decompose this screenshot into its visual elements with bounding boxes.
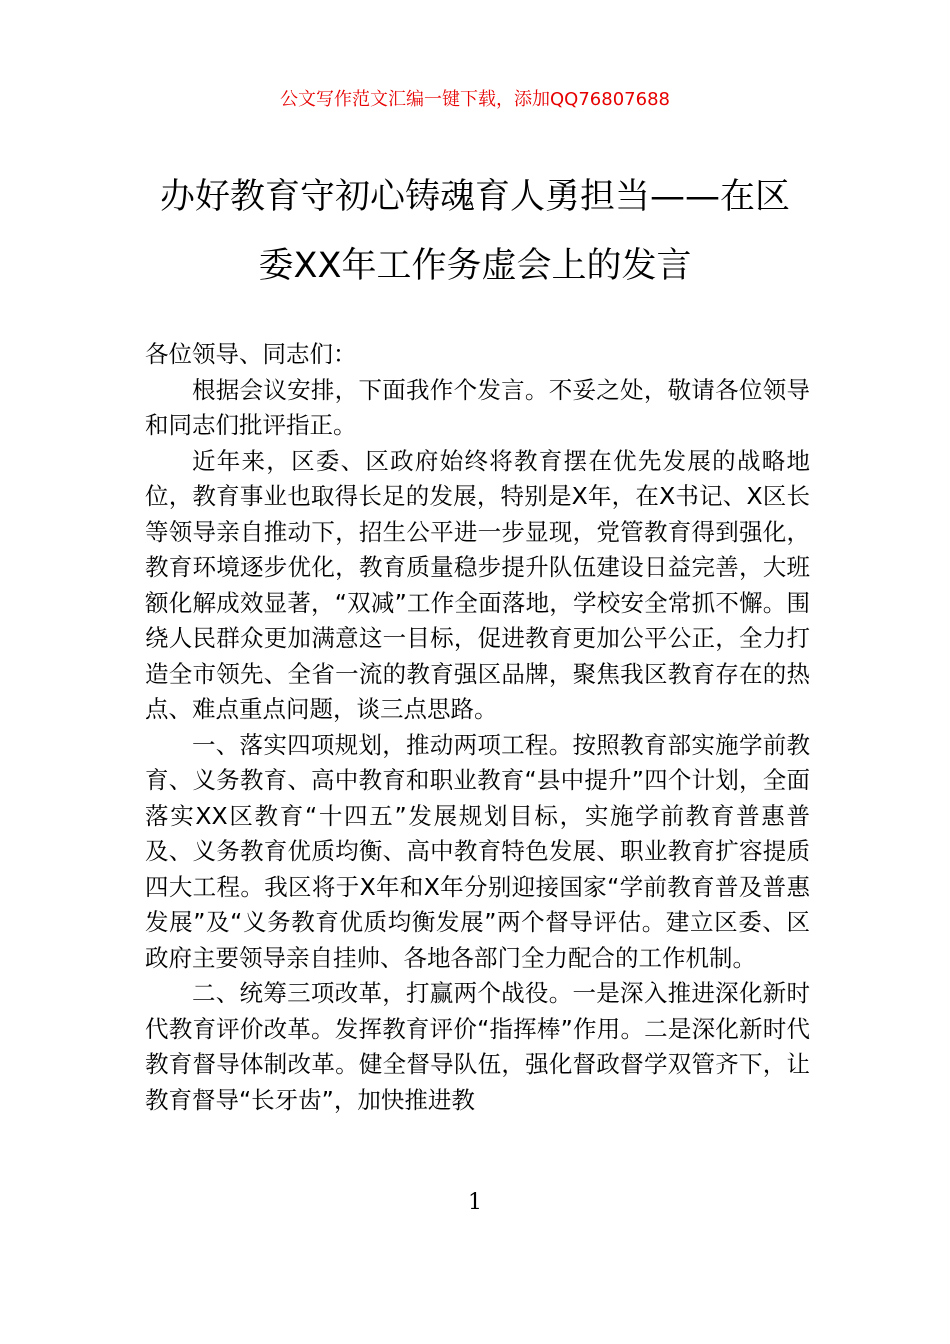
page-number: 1: [468, 1190, 482, 1215]
salutation: 各位领导、同志们：: [145, 340, 357, 368]
title-line-2: 委XX年工作务虚会上的发言: [258, 246, 692, 286]
paragraph-background: 近年来，区委、区政府始终将教育摆在优先发展的战略地位，教育事业也取得长足的发展，特别是X年，在X书记、X区长等领导亲自推动下，招生公平进一步显现，党管教育得到强化，教育环境逐步优化，教育质量稳步提升队伍建设日益完善，大班额化解成效显著，“双减”工作全面落地，学校安全常抓不懈。围绕人民群众更加满意这一目标，促进教育更加公平公正，全力打造全市领先、全省一流的教育强区品牌，聚焦我区教育存在的热点、难点重点问题，谈三点思路。: [145, 446, 810, 723]
paragraph-point-two: 二、统筹三项改革，打赢两个战役。一是深入推进深化新时代教育评价改革。发挥教育评价“指挥棒”作用。二是深化新时代教育督导体制改革。健全督导队伍，强化督政督学双管齐下，让教育督导“长牙齿”，加快推进教: [145, 979, 810, 1114]
paragraph-opening: 根据会议安排，下面我作个发言。不妥之处，敬请各位领导和同志们批评指正。: [145, 375, 810, 439]
title-line-1: 办好教育守初心铸魂育人勇担当——在区: [159, 177, 790, 217]
document-body: [145, 337, 810, 1118]
paragraph-point-one: 一、落实四项规划，推动两项工程。按照教育部实施学前教育、义务教育、高中教育和职业教育“县中提升”四个计划，全面落实XX区教育“十四五”发展规划目标，实施学前教育普惠普及、义务教育优质均衡、高中教育特色发展、职业教育扩容提质四大工程。我区将于X年和X年分别迎接国家“学前教育普及普惠发展”及“义务教育优质均衡发展”两个督导评估。建立区委、区政府主要领导亲自挂帅、各地各部门全力配合的工作机制。: [145, 730, 810, 972]
promo-header-text[interactable]: 公文写作范文汇编一键下载，添加QQ76807688: [280, 89, 670, 110]
